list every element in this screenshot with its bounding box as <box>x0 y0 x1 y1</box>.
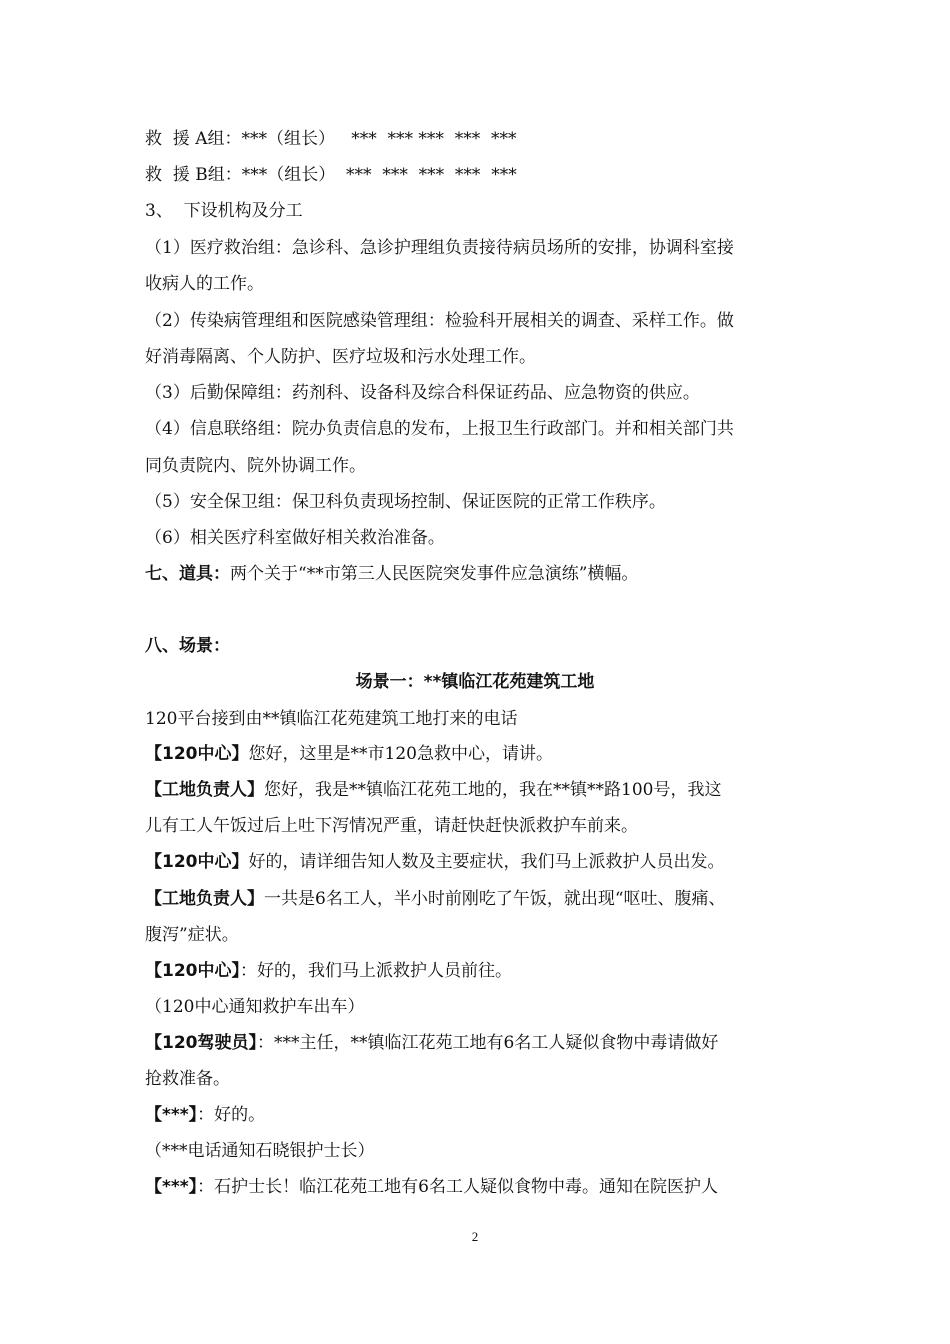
paragraph-line: 好消毒隔离、个人防护、医疗垃圾和污水处理工作。 <box>145 347 536 367</box>
paragraph-line: （5）安全保卫组：保卫科负责现场控制、保证医院的正常工作秩序。 <box>145 492 666 512</box>
dialog-line: 【工地负责人】您好，我是**镇临江花苑工地的，我在**镇**路100号，我这 <box>145 780 722 800</box>
speaker-label: 【工地负责人】 <box>145 889 264 909</box>
dialog-line: 【工地负责人】一共是6名工人，半小时前刚吃了午饭，就出现“呕吐、腹痛、 <box>145 889 726 909</box>
paragraph-line: （3）后勤保障组：药剂科、设备科及综合科保证药品、应急物资的供应。 <box>145 383 700 403</box>
dialog-line: 【120中心】您好，这里是**市120急救中心，请讲。 <box>145 744 553 764</box>
paragraph-line: 同负责院内、院外协调工作。 <box>145 456 366 476</box>
paragraph-line: （6）相关医疗科室做好相关救治准备。 <box>145 528 445 548</box>
page-number: 2 <box>471 1229 479 1244</box>
dialog-line: （***电话通知石晓银护士长） <box>145 1141 375 1161</box>
dialog-line: 腹泻”症状。 <box>145 925 239 945</box>
speaker-label: 【120中心】 <box>145 852 249 872</box>
rescue-group-a: 救 援 A组：***（组长） *** *** *** *** *** <box>145 129 517 149</box>
speaker-label: 【***】 <box>145 1177 198 1197</box>
subsection-heading: 3、 下设机构及分工 <box>145 201 303 221</box>
paragraph-line: （1）医疗救治组：急诊科、急诊护理组负责接待病员场所的安排，协调科室接 <box>145 238 734 258</box>
section-7 <box>145 563 638 585</box>
paragraph-line: 收病人的工作。 <box>145 274 264 294</box>
paragraph-line: （4）信息联络组：院办负责信息的发布，上报卫生行政部门。并和相关部门共 <box>145 419 734 439</box>
dialog-line: 抢救准备。 <box>145 1069 230 1089</box>
speaker-label: 【120中心】 <box>145 961 240 981</box>
section-8-label: 八、场景： <box>145 636 230 656</box>
dialog-line: （120中心通知救护车出车） <box>145 997 365 1017</box>
paragraph-line: （2）传染病管理组和医院感染管理组：检验科开展相关的调查、采样工作。做 <box>145 311 734 331</box>
dialog-line: 120平台接到由**镇临江花苑建筑工地打来的电话 <box>145 709 518 729</box>
speaker-label: 【工地负责人】 <box>145 780 264 800</box>
dialog-line: 【120驾驶员】：***主任，**镇临江花苑工地有6名工人疑似食物中毒请做好 <box>145 1033 719 1053</box>
speaker-label: 【***】 <box>145 1105 198 1125</box>
dialog-line: 【120中心】：好的，我们马上派救护人员前往。 <box>145 961 512 981</box>
scene-1-title: 场景一：**镇临江花苑建筑工地 <box>355 672 595 692</box>
speaker-label: 【120中心】 <box>145 744 249 764</box>
speaker-label: 【120驾驶员】 <box>145 1033 257 1053</box>
section-7-label: 七、道具： <box>145 564 230 584</box>
dialog-line: 【120中心】好的，请详细告知人数及主要症状，我们马上派救护人员出发。 <box>145 852 725 872</box>
dialog-line: 儿有工人午饭过后上吐下泻情况严重，请赶快赶快派救护车前来。 <box>145 816 638 836</box>
dialog-line: 【***】：好的。 <box>145 1105 266 1125</box>
section-7-text: 两个关于“**市第三人民医院突发事件应急演练”横幅。 <box>230 564 639 584</box>
rescue-group-b: 救 援 B组：***（组长） *** *** *** *** *** <box>145 165 517 185</box>
dialog-line: 【***】：石护士长！临江花苑工地有6名工人疑似食物中毒。通知在院医护人 <box>145 1177 718 1197</box>
